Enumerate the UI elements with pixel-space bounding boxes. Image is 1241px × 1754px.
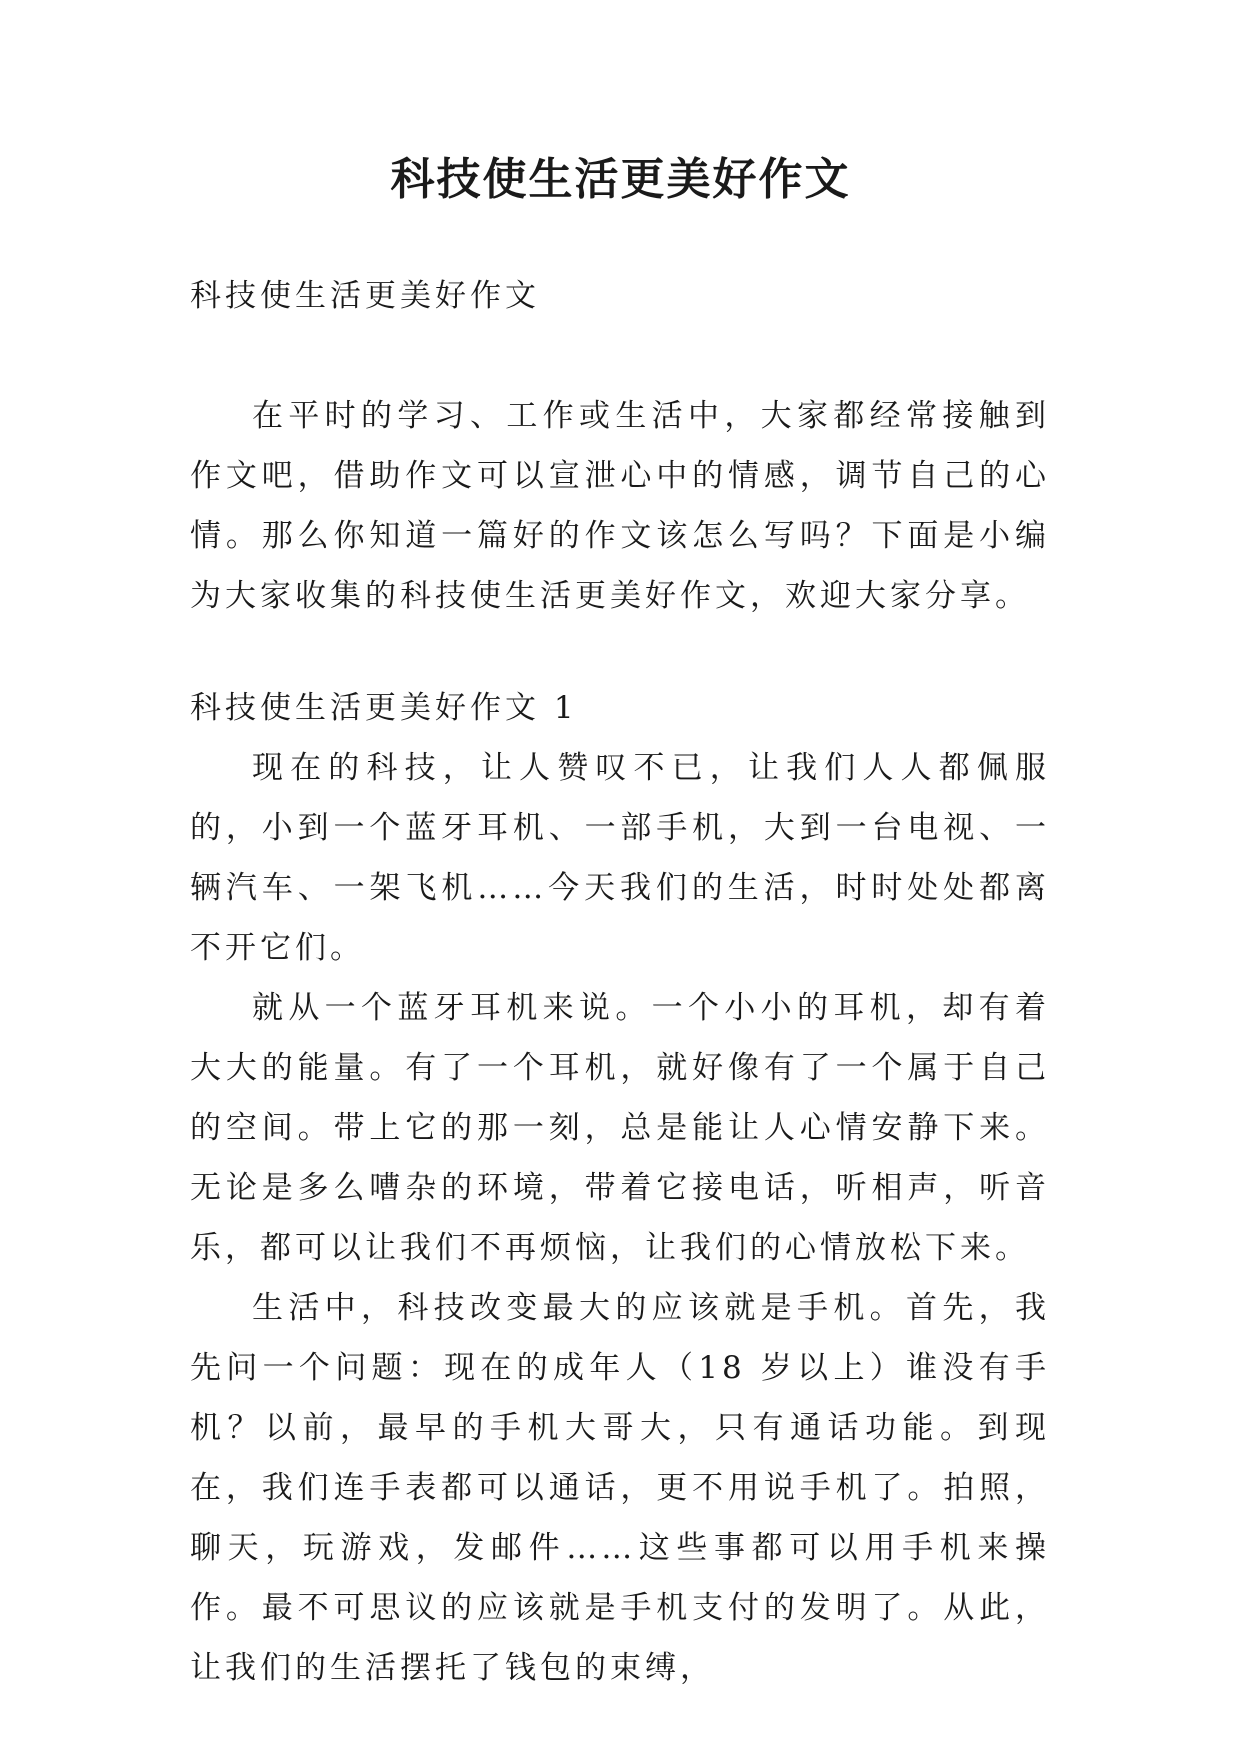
body-paragraph: 现在的科技，让人赞叹不已，让我们人人都佩服的，小到一个蓝牙耳机、一部手机，大到一台电视、一辆汽车、一架飞机……今天我们的生活，时时处处都离不开它们。	[190, 750, 1050, 966]
document-body	[190, 266, 1050, 1698]
document-subtitle: 科技使生活更美好作文	[190, 278, 540, 314]
body-paragraph: 就从一个蓝牙耳机来说。一个小小的耳机，却有着大大的能量。有了一个耳机，就好像有了一个属于自己的空间。带上它的那一刻，总是能让人心情安静下来。无论是多么嘈杂的环境，带着它接电话，听相声，听音乐，都可以让我们不再烦恼，让我们的心情放松下来。	[190, 990, 1050, 1266]
body-paragraph: 生活中，科技改变最大的应该就是手机。首先，我先问一个问题：现在的成年人（18 岁以上）谁没有手机？以前，最早的手机大哥大，只有通话功能。到现在，我们连手表都可以通话，更不用说手机了。拍照，聊天，玩游戏，发邮件……这些事都可以用手机来操作。最不可思议的应该就是手机支付的发明了。从此，让我们的生活摆托了钱包的束缚，	[190, 1290, 1050, 1686]
document-title: 科技使生活更美好作文	[390, 154, 851, 205]
section-title: 科技使生活更美好作文 1	[190, 690, 578, 726]
intro-paragraph: 在平时的学习、工作或生活中，大家都经常接触到作文吧，借助作文可以宣泄心中的情感，调节自己的心情。那么你知道一篇好的作文该怎么写吗？下面是小编为大家收集的科技使生活更美好作文，欢迎大家分享。	[190, 398, 1050, 614]
